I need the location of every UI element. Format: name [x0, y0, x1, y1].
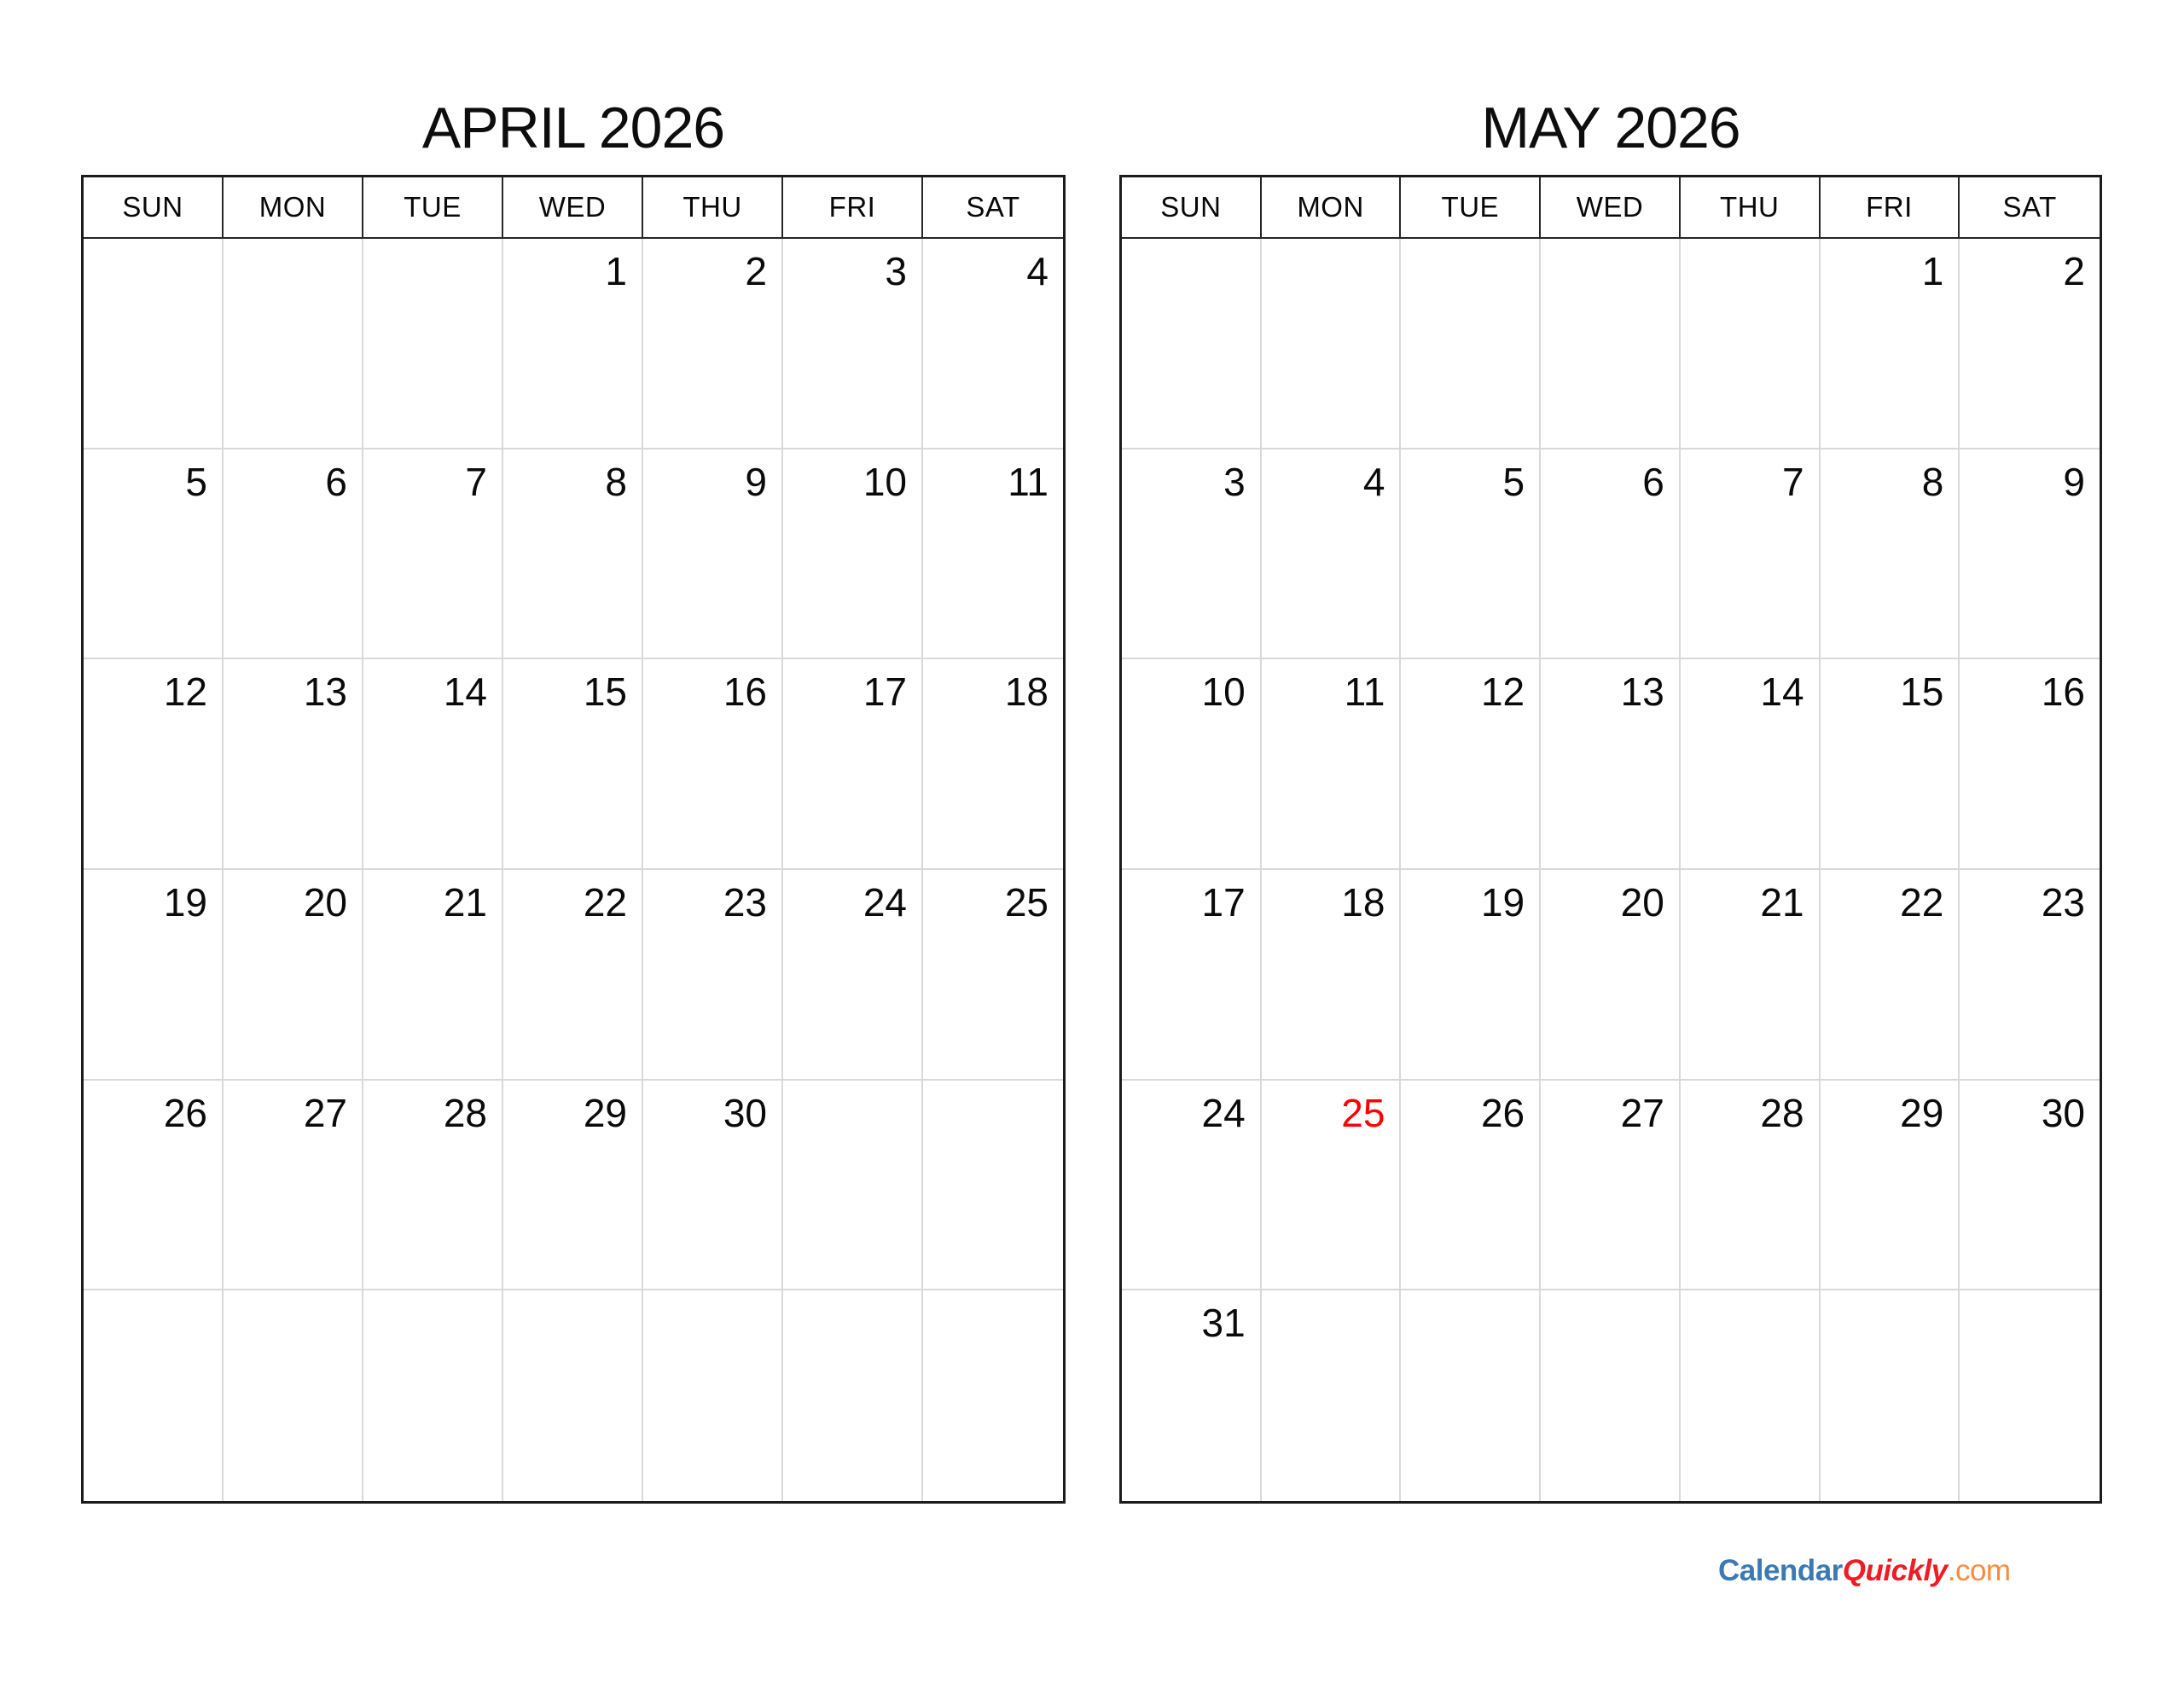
april-day-cell-2: 2: [643, 239, 783, 449]
may-day-cell-20: 20: [1541, 870, 1681, 1081]
april-day-cell-3: 3: [783, 239, 923, 449]
may-day-cell-21: 21: [1681, 870, 1821, 1081]
april-day-cell-18: 18: [923, 659, 1063, 870]
may-day-cell-1: 1: [1821, 239, 1960, 449]
april-empty-cell: [224, 239, 363, 449]
may-empty-cell: [1262, 239, 1402, 449]
april-empty-cell: [783, 1081, 923, 1291]
may-day-cell-7: 7: [1681, 449, 1821, 660]
april-empty-cell: [224, 1290, 363, 1501]
april-empty-cell: [643, 1290, 783, 1501]
may-day-header-sat: SAT: [1960, 177, 2100, 239]
april-day-cell-12: 12: [84, 659, 224, 870]
may-day-header-sun: SUN: [1122, 177, 1262, 239]
calendarquickly-logo[interactable]: [1718, 1552, 2011, 1590]
may-day-cell-24: 24: [1122, 1081, 1262, 1291]
may-day-cell-25: 25: [1262, 1081, 1402, 1291]
april-day-cell-16: 16: [643, 659, 783, 870]
april-day-cell-9: 9: [643, 449, 783, 660]
may-day-cell-3: 3: [1122, 449, 1262, 660]
april-empty-cell: [783, 1290, 923, 1501]
may-day-cell-5: 5: [1401, 449, 1541, 660]
april-day-cell-10: 10: [783, 449, 923, 660]
april-day-cell-30: 30: [643, 1081, 783, 1291]
may-day-cell-29: 29: [1821, 1081, 1960, 1291]
may-day-cell-19: 19: [1401, 870, 1541, 1081]
april-day-cell-14: 14: [363, 659, 503, 870]
may-day-cell-11: 11: [1262, 659, 1402, 870]
may-empty-cell: [1681, 1290, 1821, 1501]
april-day-cell-22: 22: [503, 870, 643, 1081]
may-day-header-tue: TUE: [1401, 177, 1541, 239]
may-day-header-wed: WED: [1541, 177, 1681, 239]
april-day-cell-6: 6: [224, 449, 363, 660]
may-day-cell-10: 10: [1122, 659, 1262, 870]
april-day-cell-7: 7: [363, 449, 503, 660]
april-day-cell-28: 28: [363, 1081, 503, 1291]
may-day-cell-23: 23: [1960, 870, 2100, 1081]
april-title: APRIL 2026: [421, 96, 725, 160]
april-empty-cell: [363, 239, 503, 449]
may-day-cell-12: 12: [1401, 659, 1541, 870]
logo-text-quickly: Quickly: [1842, 1554, 1948, 1587]
may-day-cell-8: 8: [1821, 449, 1960, 660]
may-day-cell-28: 28: [1681, 1081, 1821, 1291]
april-day-cell-17: 17: [783, 659, 923, 870]
may-day-cell-30: 30: [1960, 1081, 2100, 1291]
april-day-header-sun: SUN: [84, 177, 224, 239]
april-day-cell-5: 5: [84, 449, 224, 660]
april-day-cell-15: 15: [503, 659, 643, 870]
april-empty-cell: [84, 239, 224, 449]
may-day-cell-14: 14: [1681, 659, 1821, 870]
logo-text-com: .com: [1947, 1554, 2011, 1587]
may-empty-cell: [1401, 239, 1541, 449]
may-calendar-grid: [1119, 175, 2102, 1504]
april-empty-cell: [84, 1290, 224, 1501]
may-empty-cell: [1681, 239, 1821, 449]
may-day-cell-22: 22: [1821, 870, 1960, 1081]
may-day-cell-27: 27: [1541, 1081, 1681, 1291]
may-title: MAY 2026: [1481, 96, 1740, 160]
april-day-header-wed: WED: [503, 177, 643, 239]
may-empty-cell: [1821, 1290, 1960, 1501]
may-day-cell-26: 26: [1401, 1081, 1541, 1291]
april-day-cell-11: 11: [923, 449, 1063, 660]
april-day-header-fri: FRI: [783, 177, 923, 239]
april-empty-cell: [923, 1290, 1063, 1501]
may-day-cell-16: 16: [1960, 659, 2100, 870]
april-day-cell-19: 19: [84, 870, 224, 1081]
may-day-cell-17: 17: [1122, 870, 1262, 1081]
april-day-header-thu: THU: [643, 177, 783, 239]
may-day-cell-6: 6: [1541, 449, 1681, 660]
april-day-cell-23: 23: [643, 870, 783, 1081]
april-day-cell-8: 8: [503, 449, 643, 660]
april-calendar-grid: [81, 175, 1066, 1504]
april-day-cell-26: 26: [84, 1081, 224, 1291]
may-empty-cell: [1401, 1290, 1541, 1501]
april-day-header-mon: MON: [224, 177, 363, 239]
may-empty-cell: [1541, 1290, 1681, 1501]
may-day-cell-2: 2: [1960, 239, 2100, 449]
april-day-cell-13: 13: [224, 659, 363, 870]
logo-text-calendar: Calendar: [1718, 1554, 1843, 1587]
may-day-cell-15: 15: [1821, 659, 1960, 870]
april-day-cell-20: 20: [224, 870, 363, 1081]
may-day-cell-31: 31: [1122, 1290, 1262, 1501]
april-day-cell-25: 25: [923, 870, 1063, 1081]
may-empty-cell: [1262, 1290, 1402, 1501]
may-empty-cell: [1960, 1290, 2100, 1501]
may-day-header-fri: FRI: [1821, 177, 1960, 239]
may-day-cell-4: 4: [1262, 449, 1402, 660]
april-empty-cell: [923, 1081, 1063, 1291]
may-empty-cell: [1122, 239, 1262, 449]
april-day-header-sat: SAT: [923, 177, 1063, 239]
april-empty-cell: [503, 1290, 643, 1501]
may-day-header-mon: MON: [1262, 177, 1402, 239]
april-day-cell-1: 1: [503, 239, 643, 449]
april-day-cell-29: 29: [503, 1081, 643, 1291]
may-day-cell-9: 9: [1960, 449, 2100, 660]
may-day-cell-13: 13: [1541, 659, 1681, 870]
may-empty-cell: [1541, 239, 1681, 449]
april-day-cell-21: 21: [363, 870, 503, 1081]
april-day-cell-4: 4: [923, 239, 1063, 449]
april-day-cell-24: 24: [783, 870, 923, 1081]
may-day-header-thu: THU: [1681, 177, 1821, 239]
april-empty-cell: [363, 1290, 503, 1501]
april-day-cell-27: 27: [224, 1081, 363, 1291]
may-day-cell-18: 18: [1262, 870, 1402, 1081]
april-day-header-tue: TUE: [363, 177, 503, 239]
